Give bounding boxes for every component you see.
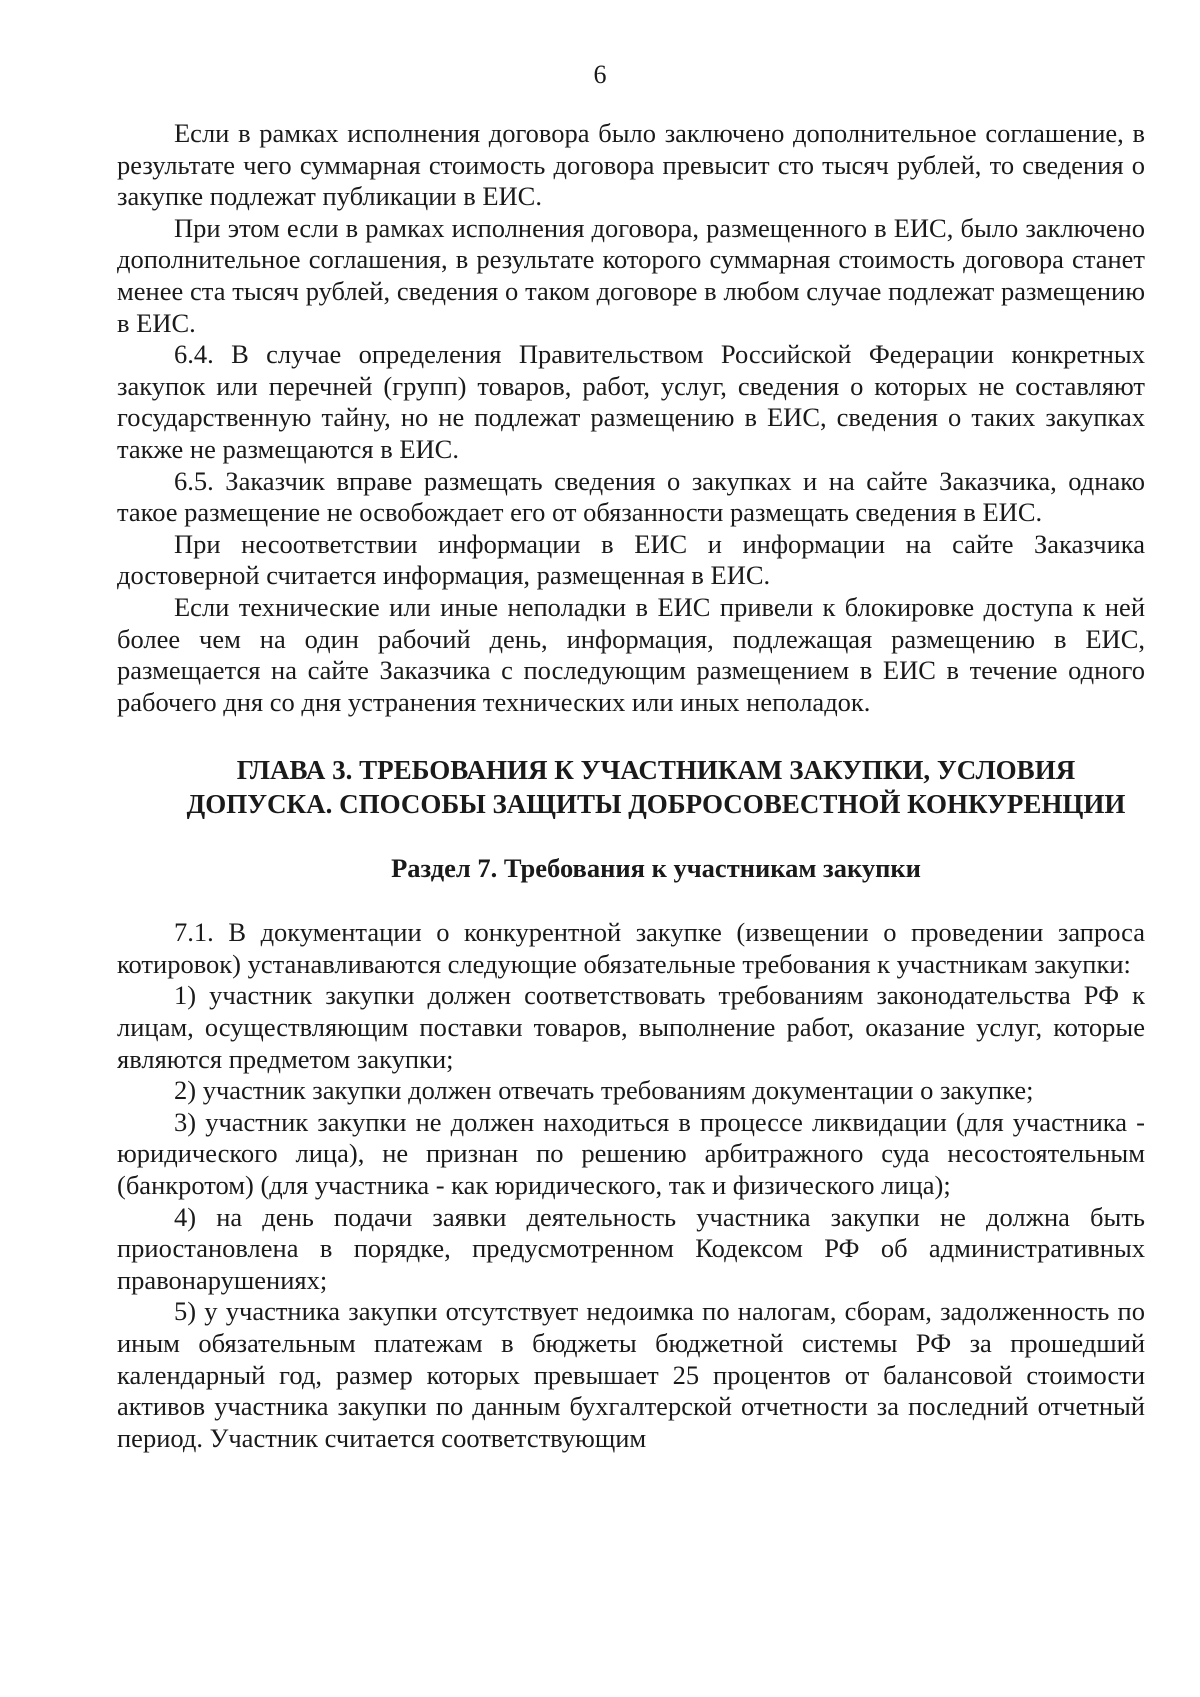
page-number: 6 [593,60,607,89]
paragraph: При несоответствии информации в ЕИС и информации на сайте Заказчика достоверной считается информация, размещенная в ЕИС. [117,528,1145,591]
paragraph: Если в рамках исполнения договора было заключено дополнительное соглашение, в результате чего суммарная стоимость договора превысит сто тысяч рублей, то сведения о закупке подлежат публикации в ЕИС. [117,118,1145,212]
paragraph: 7.1. В документации о конкурентной закупке (извещении о проведении запроса котировок) устанавливаются следующие обязательные требования к участникам закупки: [117,917,1145,979]
list-item: 4) на день подачи заявки деятельность участника закупки не должна быть приостановлена в порядке, предусмотренном Кодексом РФ об административных правонарушениях; [117,1201,1145,1295]
paragraph: 6.5. Заказчик вправе размещать сведения о закупках и на сайте Заказчика, однако такое размещение не освобождает его от обязанности размещать сведения в ЕИС. [117,465,1145,528]
list-item: 3) участник закупки не должен находиться в процессе ликвидации (для участника - юридического лица), не признан по решению арбитражного суда несостоятельным (банкротом) (для участника - как юридического, так и физического лица); [117,1106,1145,1201]
list-item: 1) участник закупки должен соответствовать требованиям законодательства РФ к лицам, осуществляющим поставки товаров, выполнение работ, оказание услуг, которые являются предметом закупки; [117,980,1145,1074]
paragraph: Если технические или иные неполадки в ЕИС привели к блокировке доступа к ней более чем на один рабочий день, информация, подлежащая размещению в ЕИС, размещается на сайте Заказчика с последующим размещением в ЕИС в течение одного рабочего дня со дня устранения технических или иных неполадок. [117,591,1145,717]
paragraph: 6.4. В случае определения Правительством Российской Федерации конкретных закупок или перечней (групп) товаров, работ, услуг, сведения о которых не составляют государственную тайну, но не подлежат размещению в ЕИС, сведения о таких закупках также не размещаются в ЕИС. [117,339,1145,464]
document-body [117,118,1145,1454]
chapter-heading: ГЛАВА 3. ТРЕБОВАНИЯ К УЧАСТНИКАМ ЗАКУПКИ, УСЛОВИЯ ДОПУСКА. СПОСОБЫ ЗАЩИТЫ ДОБРОСОВЕСТНОЙ КОНКУРЕНЦИИ [186,755,1126,820]
paragraph: При этом если в рамках исполнения договора, размещенного в ЕИС, было заключено дополнительное соглашения, в результате которого суммарная стоимость договора станет менее ста тысяч рублей, сведения о таком договоре в любом случае подлежат размещению в ЕИС. [117,212,1145,338]
list-item: 2) участник закупки должен отвечать требованиям документации о закупке; [174,1075,1034,1106]
list-item: 5) у участника закупки отсутствует недоимка по налогам, сборам, задолженность по иным обязательным платежам в бюджеты бюджетной системы РФ за прошедший календарный год, размер которых превышает 25 процентов от балансовой стоимости активов участника закупки по данным бухгалтерской отчетности за последний отчетный период. Участник считается соответствующим [117,1296,1145,1453]
section-heading: Раздел 7. Требования к участникам закупки [391,853,921,884]
